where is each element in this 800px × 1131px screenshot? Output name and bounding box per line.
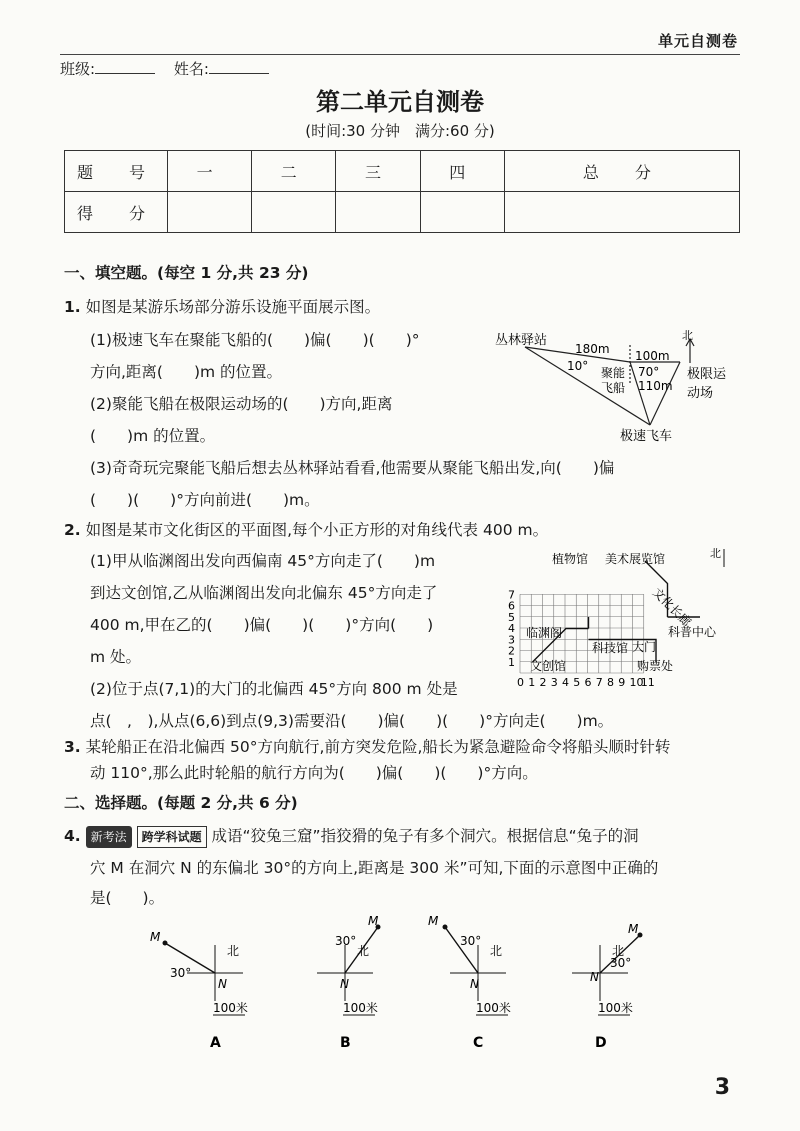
north-label: 北 xyxy=(357,944,370,958)
point-m xyxy=(443,925,448,930)
option-label: A xyxy=(210,1035,221,1051)
q4-line-b: 穴 M 在洞穴 N 的东偏北 30°的方向上,距离是 300 米”可知,下面的示意图中正确的 xyxy=(90,859,659,877)
q3-text-a: 某轮船正在沿北偏西 50°方向航行,前方突发危险,船长为紧急避险命令将船头顺时针转 xyxy=(85,738,671,756)
q1-part1a: (1)极速飞车在聚能飞船的( )偏( )( )° xyxy=(90,331,420,349)
q1-part3a: (3)奇奇玩完聚能飞船后想去丛林驿站看看,他需要从聚能飞船出发,向( )偏 xyxy=(90,459,615,477)
q3-line-a xyxy=(64,737,744,757)
header-divider xyxy=(60,54,740,55)
scale-label: 100米 xyxy=(476,1001,511,1015)
q2-number: 2. xyxy=(64,521,81,539)
q2-part1b: 到达文创馆,乙从临渊阁出发向北偏东 45°方向走了 xyxy=(90,584,438,602)
ship-label-1: 聚能 xyxy=(601,366,626,380)
forest-label: 丛林驿站 xyxy=(495,333,548,348)
y-tick-label: 6 xyxy=(508,599,515,613)
name-blank[interactable] xyxy=(209,73,269,74)
q2-part1a: (1)甲从临渊阁出发向西偏南 45°方向走了( )m xyxy=(90,552,436,570)
page-number: 3 xyxy=(714,1075,730,1100)
score-header-cell: 一 xyxy=(168,151,252,192)
dist-100-label: 100m xyxy=(635,349,670,363)
x-tick-label: 10 xyxy=(629,676,644,689)
score-header-cell: 总 分 xyxy=(504,151,739,192)
north-label: 北 xyxy=(490,944,503,958)
score-cell[interactable] xyxy=(336,192,420,233)
x-tick-label: 2 xyxy=(539,676,547,689)
north-label: 北 xyxy=(227,944,240,958)
q1-part2a: (2)聚能飞船在极限运动场的( )方向,距离 xyxy=(90,395,393,413)
point-n-label: N xyxy=(470,977,479,991)
q2-stem-text: 如图是某市文化街区的平面图,每个小正方形的对角线代表 400 m。 xyxy=(85,521,549,539)
q4-number: 4. xyxy=(64,827,81,845)
point-m-label: M xyxy=(368,915,379,928)
y-tick-label: 4 xyxy=(508,622,515,635)
score-table xyxy=(64,150,740,233)
q1-number: 1. xyxy=(64,298,81,316)
x-tick-label: 7 xyxy=(595,676,603,689)
score-cell[interactable] xyxy=(168,192,252,233)
option-diagram-D xyxy=(572,922,643,1051)
q1-part3b: ( )( )°方向前进( )m。 xyxy=(90,491,320,509)
north-label: 北 xyxy=(682,329,693,342)
option-label: C xyxy=(473,1035,484,1051)
q2-part1c: 400 m,甲在乙的( )偏( )( )°方向( ) xyxy=(90,616,434,634)
dist-180-label: 180m xyxy=(575,342,610,356)
q4-line-c: 是( )。 xyxy=(90,889,165,907)
culture-district-grid xyxy=(500,545,740,695)
ticket-label: 购票处 xyxy=(637,659,674,673)
q4-line-a xyxy=(64,826,744,848)
x-tick-label: 8 xyxy=(607,676,614,689)
option-label: B xyxy=(340,1035,351,1051)
score-table-header-row xyxy=(65,151,740,192)
student-info-row xyxy=(60,58,283,79)
angle-label: 30° xyxy=(610,956,632,970)
extreme-label-1: 极限运 xyxy=(687,367,727,382)
angle-70-label: 70° xyxy=(638,365,660,379)
score-header-cell: 三 xyxy=(336,151,420,192)
score-header-cell: 题 号 xyxy=(65,151,168,192)
q1-stem-text: 如图是某游乐场部分游乐设施平面展示图。 xyxy=(85,298,381,316)
point-m xyxy=(163,941,168,946)
page-title: 第二单元自测卷 xyxy=(316,87,484,116)
score-cell[interactable] xyxy=(504,192,739,233)
q2-part2b: 点( , ),从点(6,6)到点(9,3)需要沿( )偏( )( )°方向走( )m。 xyxy=(90,712,614,730)
x-tick-label: 9 xyxy=(618,676,626,689)
amusement-park-diagram xyxy=(495,325,750,455)
scale-label: 100米 xyxy=(598,1001,633,1015)
option-diagram-C xyxy=(428,915,511,1051)
class-label: 班级: xyxy=(60,60,96,78)
point-m-label: M xyxy=(428,915,439,928)
art-label: 美术展览馆 xyxy=(605,552,666,566)
section-heading-1: 一、填空题。(每空 1 分,共 23 分) xyxy=(64,264,309,282)
cross-subject-tag: 跨学科试题 xyxy=(137,826,207,848)
q3-line-b: 动 110°,那么此时轮船的航行方向为( )偏( )( )°方向。 xyxy=(90,764,538,782)
name-label: 姓名: xyxy=(173,60,209,78)
class-blank[interactable] xyxy=(95,73,155,74)
x-tick-label: 3 xyxy=(550,676,558,689)
point-m-label: M xyxy=(150,930,161,944)
linyuan-label: 临渊阁 xyxy=(526,626,563,640)
page-subtitle: (时间:30 分钟 满分:60 分) xyxy=(305,122,495,140)
q1-part1b: 方向,距离( )m 的位置。 xyxy=(90,363,283,381)
option-diagram-A xyxy=(150,930,248,1051)
grid-north-label: 北 xyxy=(710,547,721,560)
gate-label: 大门 xyxy=(632,640,657,654)
scale-label: 100米 xyxy=(213,1001,248,1015)
score-header-cell: 四 xyxy=(420,151,504,192)
x-tick-label: 4 xyxy=(562,676,569,689)
angle-label: 30° xyxy=(170,966,192,980)
science-center-label: 科普中心 xyxy=(668,625,717,639)
new-exam-tag: 新考法 xyxy=(86,826,132,848)
racer-label: 极速飞车 xyxy=(620,429,673,444)
option-label: D xyxy=(595,1035,607,1051)
wenchuang-label: 文创馆 xyxy=(530,659,567,673)
q3-number: 3. xyxy=(64,738,81,756)
angle-10-label: 10° xyxy=(567,359,589,373)
section-heading-2: 二、选择题。(每题 2 分,共 6 分) xyxy=(64,794,298,812)
y-tick-label: 7 xyxy=(508,588,515,602)
score-cell[interactable] xyxy=(420,192,504,233)
angle-label: 30° xyxy=(335,934,357,948)
x-tick-label: 0 xyxy=(517,676,524,689)
extreme-label-2: 动场 xyxy=(687,386,714,401)
y-tick-label: 5 xyxy=(508,610,515,624)
q2-part1d: m 处。 xyxy=(90,648,142,666)
score-table-score-row xyxy=(65,192,740,233)
score-cell[interactable] xyxy=(252,192,336,233)
q2-stem xyxy=(64,520,744,540)
y-tick-label: 1 xyxy=(508,655,515,669)
angle-label: 30° xyxy=(460,934,482,948)
x-tick-label: 11 xyxy=(640,676,655,689)
x-tick-label: 1 xyxy=(528,676,536,689)
q1-stem xyxy=(64,297,744,317)
culture-street-label: 文化长廊 xyxy=(649,585,694,630)
plant-label: 植物馆 xyxy=(552,552,589,566)
option-diagram-B xyxy=(317,915,381,1051)
unit-label: 单元自测卷 xyxy=(657,32,738,50)
x-tick-label: 5 xyxy=(573,676,581,689)
q4-options-diagrams xyxy=(140,915,680,1055)
north-label: 北 xyxy=(612,944,625,958)
score-header-cell: 二 xyxy=(252,151,336,192)
point-n-label: N xyxy=(590,970,599,984)
q2-part2a: (2)位于点(7,1)的大门的北偏西 45°方向 800 m 处是 xyxy=(90,680,458,698)
ship-label-2: 飞船 xyxy=(601,381,626,395)
dist-110-label: 110m xyxy=(638,379,673,393)
score-row-label: 得 分 xyxy=(65,192,168,233)
q4-text-a: 成语“狡兔三窟”指狡猾的兔子有多个洞穴。根据信息“兔子的洞 xyxy=(211,827,639,845)
x-tick-label: 6 xyxy=(584,676,592,689)
tech-label: 科技馆 xyxy=(592,641,629,655)
scale-label: 100米 xyxy=(343,1001,378,1015)
point-n-label: N xyxy=(218,977,227,991)
y-tick-label: 3 xyxy=(508,633,515,647)
point-n-label: N xyxy=(340,977,349,991)
q1-part2b: ( )m 的位置。 xyxy=(90,427,216,445)
point-m-label: M xyxy=(628,922,639,936)
y-tick-label: 2 xyxy=(508,644,515,658)
